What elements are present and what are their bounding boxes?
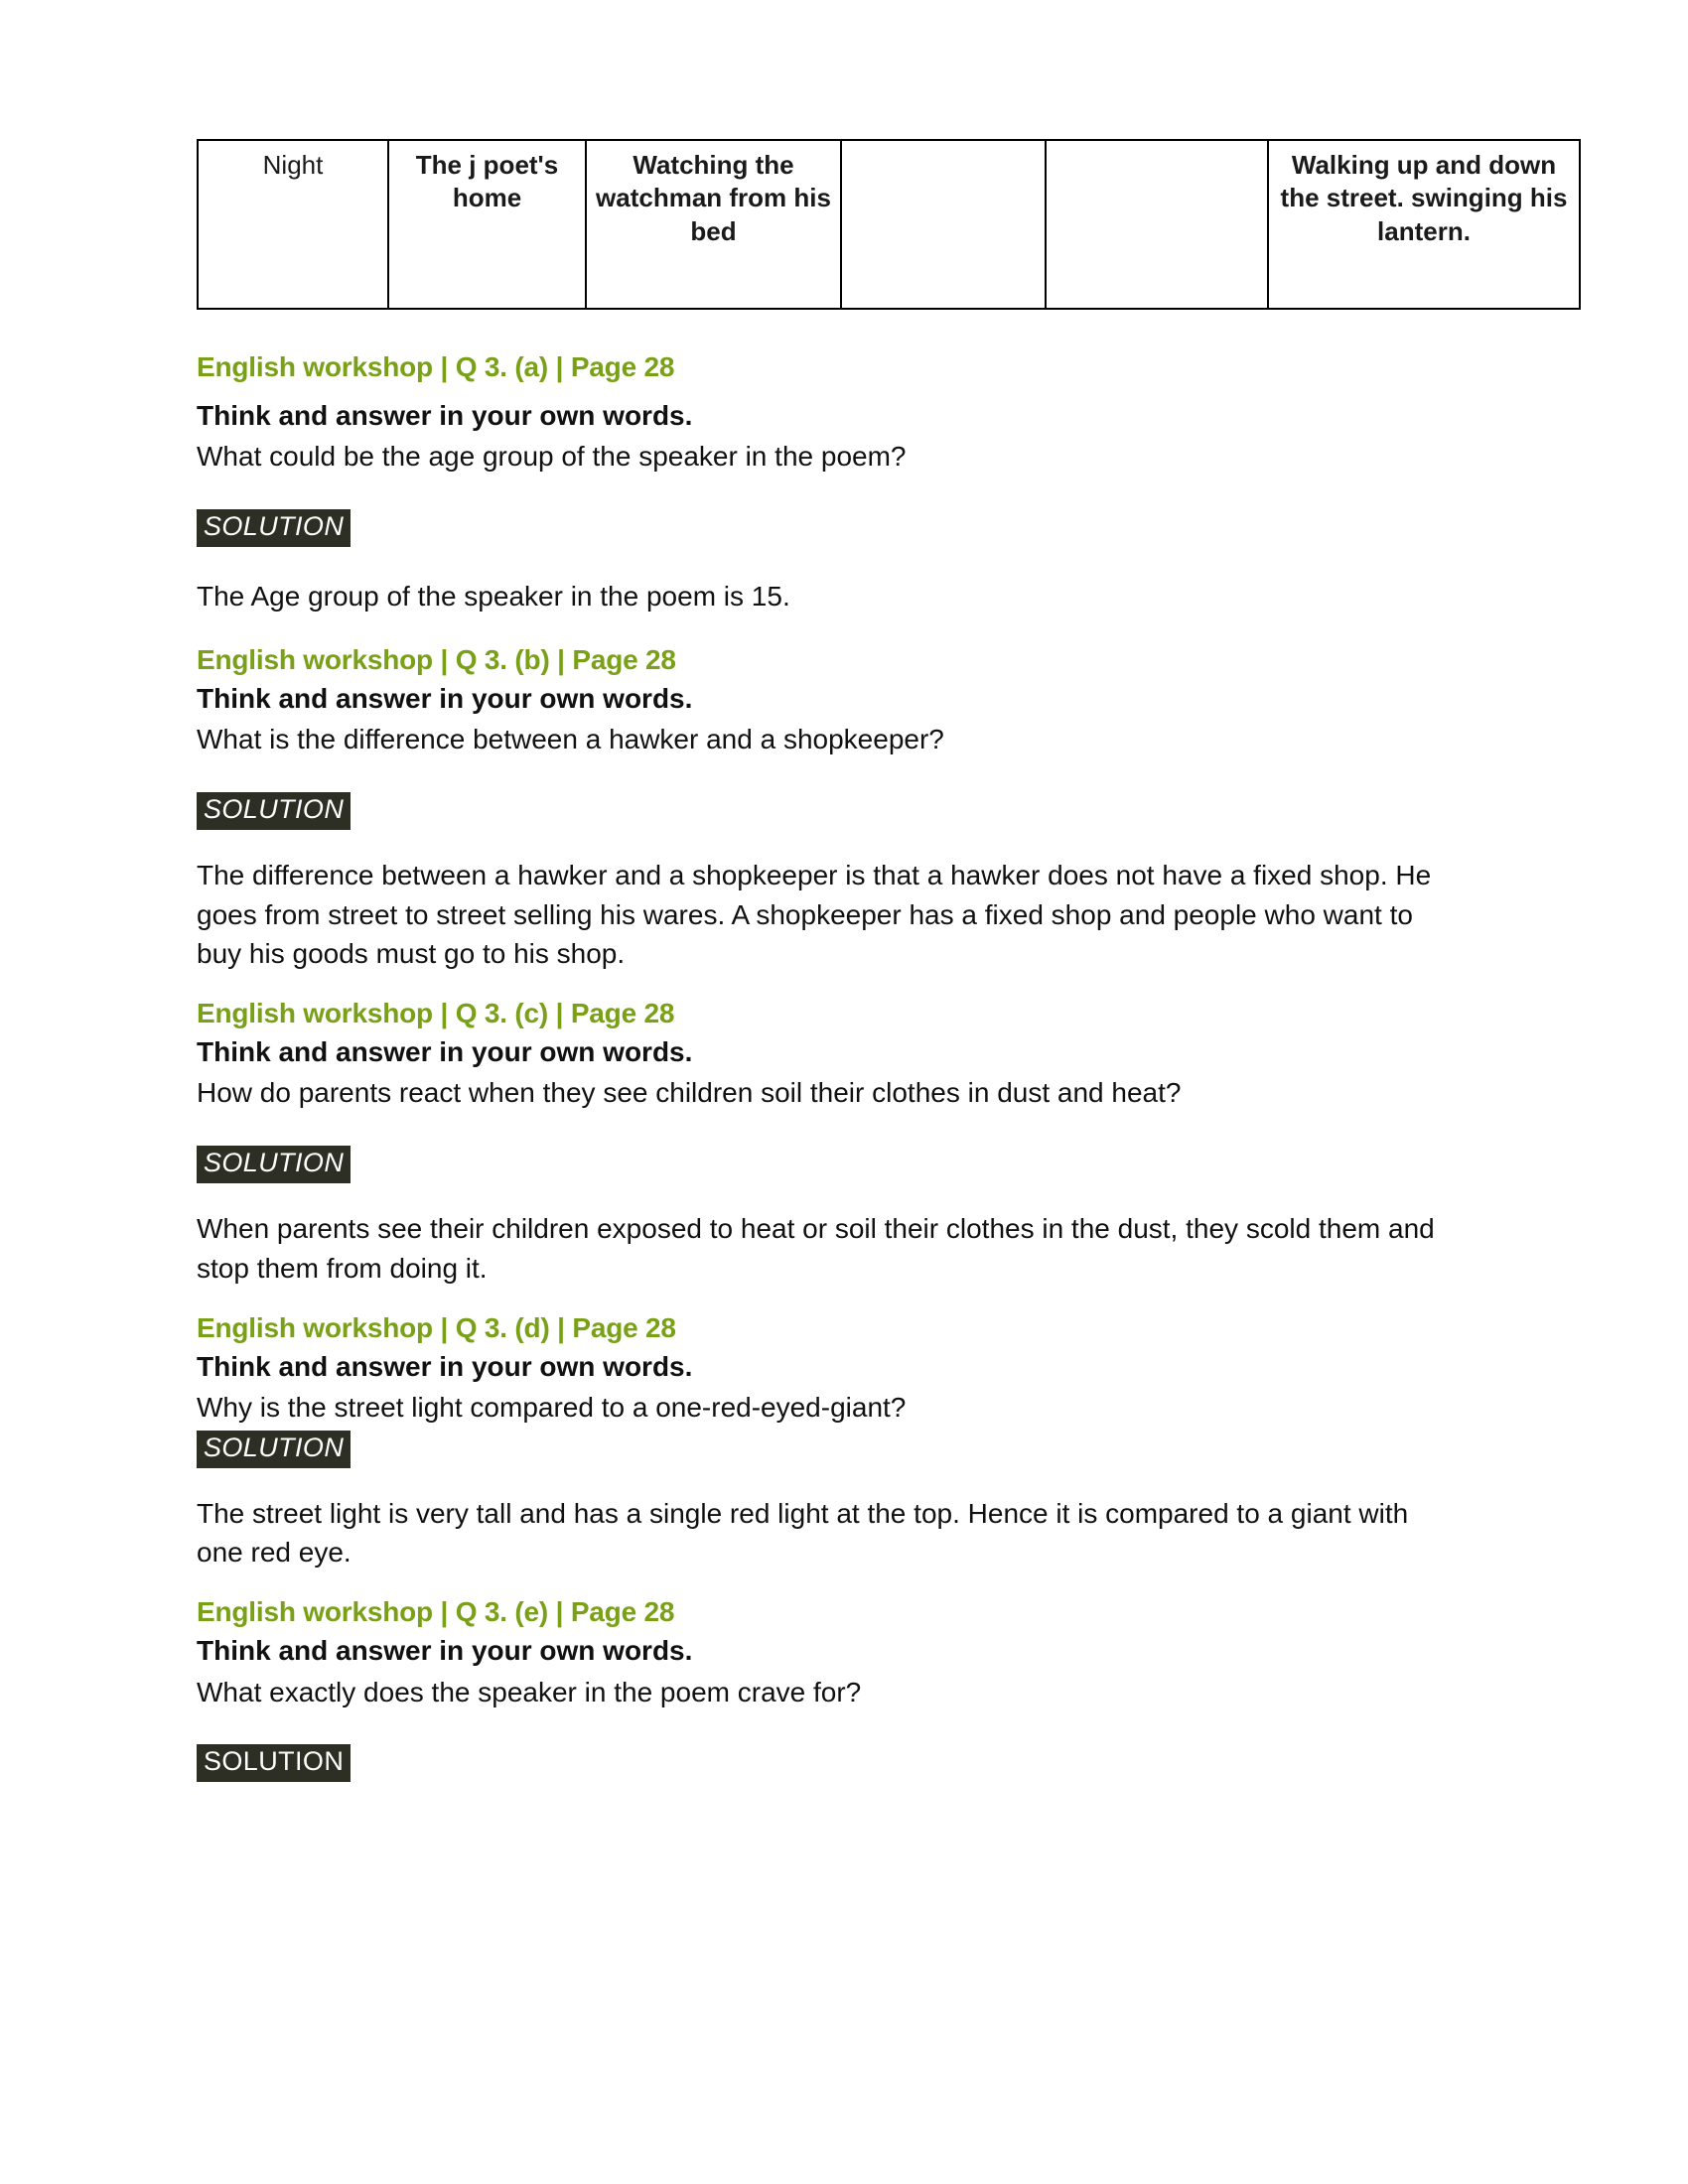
section-prompt-q3c: Think and answer in your own words. xyxy=(197,1036,693,1068)
section-q3a xyxy=(197,349,1512,616)
solution-badge-wrap-q3e xyxy=(197,1744,1512,1782)
section-q3d xyxy=(197,1310,1512,1573)
table-cell-place: The j poet's home xyxy=(388,140,586,309)
table-cell-time: Night xyxy=(198,140,388,309)
section-heading-q3d: English workshop | Q 3. (d) | Page 28 xyxy=(197,1311,676,1343)
section-question-q3d: Why is the street light compared to a one-red-eyed-giant? xyxy=(197,1392,907,1424)
section-q3c xyxy=(197,996,1512,1289)
section-prompt-q3d: Think and answer in your own words. xyxy=(197,1350,693,1382)
section-answer-q3c: When parents see their children exposed to heat or soil their clothes in the dust, they scold them and stop them from doing it. xyxy=(197,1213,1435,1284)
solution-badge-wrap-q3d xyxy=(197,1431,1512,1468)
section-heading-q3c: English workshop | Q 3. (c) | Page 28 xyxy=(197,998,675,1029)
section-heading-q3a: English workshop | Q 3. (a) | Page 28 xyxy=(197,351,675,382)
section-answer-q3a: The Age group of the speaker in the poem is 15. xyxy=(197,581,790,613)
solution-badge-wrap-q3c xyxy=(197,1146,1512,1183)
table-row xyxy=(198,140,1580,309)
solution-badge-q3b: SOLUTION xyxy=(197,792,351,830)
section-prompt-q3a: Think and answer in your own words. xyxy=(197,400,693,431)
solution-badge-q3c: SOLUTION xyxy=(197,1146,351,1183)
section-answer-q3d: The street light is very tall and has a single red light at the top. Hence it is compared to a giant with one red eye. xyxy=(197,1497,1409,1569)
section-prompt-q3b: Think and answer in your own words. xyxy=(197,682,693,714)
table-cell-watchman-action: Walking up and down the street. swinging his lantern. xyxy=(1268,140,1580,309)
table-cell-activity: Watching the watchman from his bed xyxy=(586,140,841,309)
section-heading-q3e: English workshop | Q 3. (e) | Page 28 xyxy=(197,1596,675,1628)
section-q3b xyxy=(197,642,1512,974)
section-q3e xyxy=(197,1594,1512,1782)
section-question-q3e: What exactly does the speaker in the poem crave for? xyxy=(197,1676,862,1707)
section-heading-q3b: English workshop | Q 3. (b) | Page 28 xyxy=(197,643,676,675)
section-question-q3c: How do parents react when they see children soil their clothes in dust and heat? xyxy=(197,1077,1182,1109)
poem-details-table xyxy=(197,139,1581,310)
table-cell-empty-2 xyxy=(1046,140,1268,309)
solution-badge-q3e: SOLUTION xyxy=(197,1744,351,1782)
table-cell-empty-1 xyxy=(841,140,1046,309)
section-prompt-q3e: Think and answer in your own words. xyxy=(197,1635,693,1667)
solution-badge-q3d: SOLUTION xyxy=(197,1431,351,1468)
document-content xyxy=(197,139,1568,1782)
section-question-q3a: What could be the age group of the speaker in the poem? xyxy=(197,441,907,473)
section-answer-q3b: The difference between a hawker and a shopkeeper is that a hawker does not have a fixed shop. He goes from street to street selling his wares. A shopkeeper has a fixed shop and people who want to buy his goods must go to his shop. xyxy=(197,859,1432,970)
section-question-q3b: What is the difference between a hawker and a shopkeeper? xyxy=(197,724,944,755)
solution-badge-wrap-q3b xyxy=(197,792,1512,830)
solution-badge-q3a: SOLUTION xyxy=(197,509,351,547)
solution-badge-wrap-q3a xyxy=(197,509,1512,547)
